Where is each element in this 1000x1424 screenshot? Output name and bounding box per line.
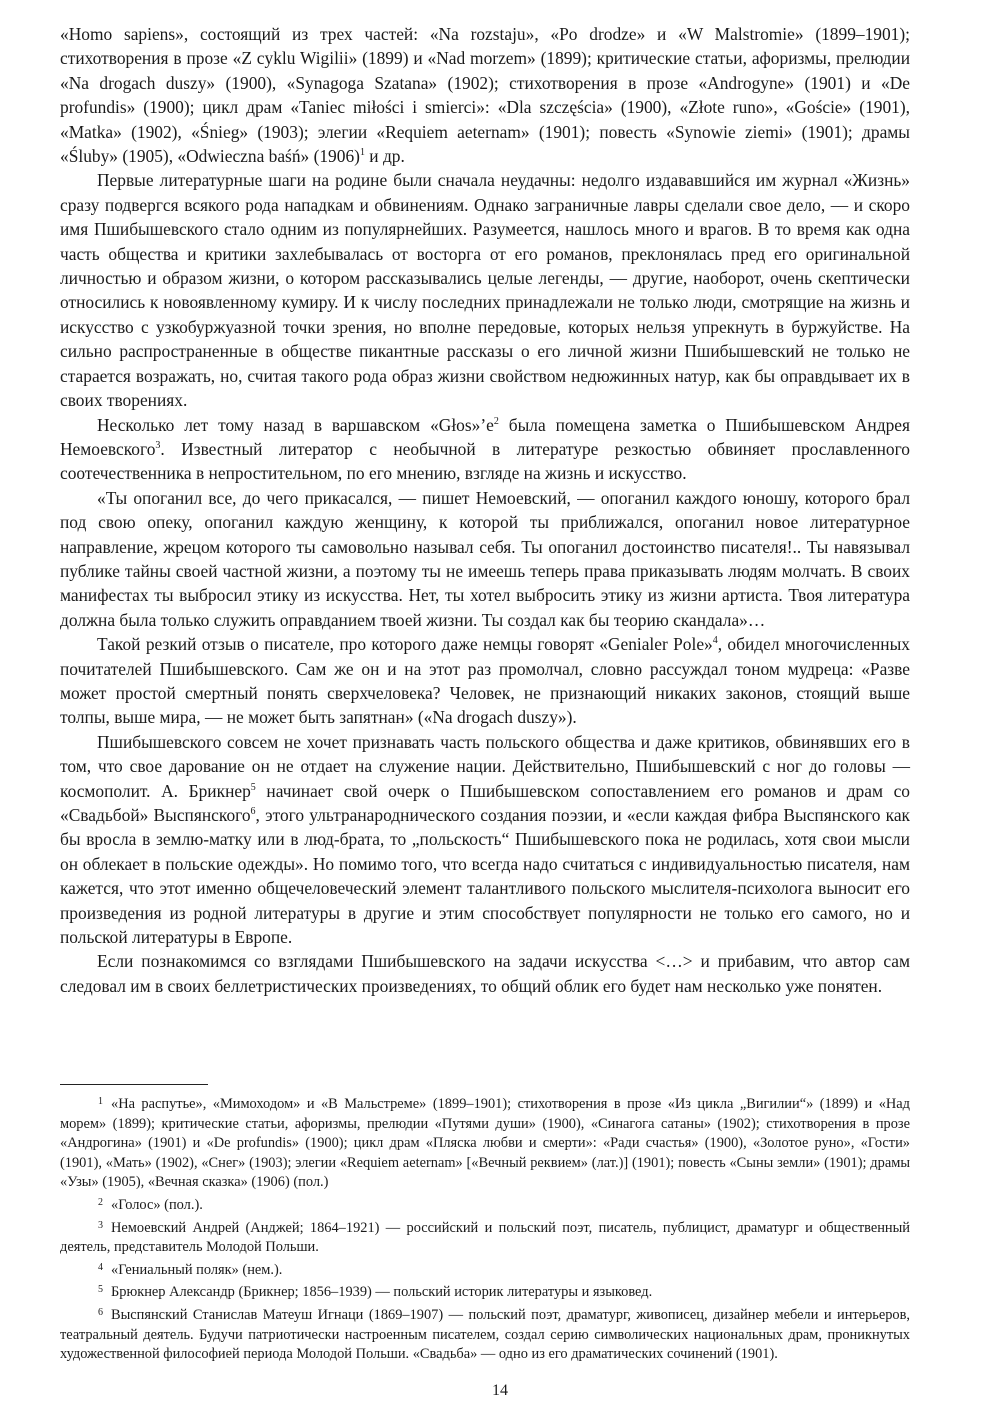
paragraph-7: Если познакомимся со взглядами Пшибышевского на задачи искусства <…> и прибавим, что автор сам следовал им в своих беллетристических произведениях, то общий облик его будет нам несколько уже понятен. — [60, 951, 910, 996]
page-number: 14 — [492, 1382, 508, 1399]
paragraph-2: Первые литературные шаги на родине были сначала неудачны: недолго издававшийся им журнал «Жизнь» сразу подвергся всякого рода нападкам и обвинениям. Однако заграничные лавры сделали свое дело, — и скоро имя Пшибышевского стало одним из популярнейших. Разумеется, нашлось много и врагов. В то время как одна часть общества и критики захлебывалась от восторга от его романов, преклонялась пред его оригинальной личностью и образом жизни, о котором рассказывались целые легенды, — другие, наоборот, очень скептически относились к новоявленному кумиру. И к числу последних принадлежали не только люди, смотрящие на жизнь и искусство с узкобуржуазной точки зрения, но вполне передовые, которых нельзя упрекнуть в буржуйстве. На сильно распространенные в обществе пикантные рассказы о его личной жизни Пшибышевский не только не старается возражать, но, считая такого рода образ жизни свойством недюжинных натур, как бы оправдывает их в своих творениях. — [60, 170, 910, 411]
footnote-ref[interactable]: 2 — [493, 415, 499, 427]
footnote-number: 6 — [98, 1306, 103, 1318]
footnote-ref[interactable]: 6 — [250, 806, 256, 817]
footnote-ref[interactable]: 4 — [712, 635, 718, 647]
paragraph-text: Несколько лет тому назад в варшавском «Głos»’е — [97, 414, 494, 435]
paragraph-3 — [60, 413, 910, 486]
footnote-number: 3 — [98, 1219, 103, 1231]
footnote-text: Немоевский Андрей (Анджей; 1864–1921) — российский и польский поэт, писатель, публицист, драматург и общественный деятель, представитель Молодой Польши. — [60, 1219, 910, 1256]
footnote-number: 1 — [98, 1096, 103, 1107]
footnote-number: 2 — [98, 1196, 103, 1208]
footnote-number: 4 — [98, 1261, 103, 1273]
footnotes — [60, 1084, 910, 1365]
paragraph-text: Пшибышевского совсем не хочет признавать часть польского общества и даже критиков, обвинявших его в том, что свое дарование он не отдает на служение нации. Действительно, Пшибышевский с ног до головы — космополит. А. Брикнер — [60, 731, 910, 801]
footnote-6 — [60, 1303, 910, 1365]
paragraph-text: Такой резкий отзыв о писателе, про которого даже немцы говорят «Genialer Pole» — [97, 634, 713, 655]
footnote-text: «Голос» (пол.). — [111, 1196, 203, 1213]
footnote-1 — [60, 1092, 910, 1193]
footnote-5 — [60, 1280, 910, 1303]
footnote-text: «На распутье», «Мимоходом» и «В Мальстреме» (1899–1901); стихотворения в прозе «Из цикла „Вигилии“» (1899) и «Над морем» (1899); критические статьи, афоризмы, прелюдии «Путями души» (1900), «Синагога сатаны» (1902); стихотворения в прозе «Андрогина» (1901) и «De profundis» (1900); цикл драм «Пляска любви и смерти»: «Ради счастья» (1900), «Золотое руно», «Гости» (1901), «Мать» (1902), «Снег» (1903); элегии «Requiem aeternam» [«Вечный реквием» (лат.)] (1901); повесть «Сыны земли» (1901); драмы «Узы» (1905), «Вечная сказка» (1906) (пол.) — [60, 1096, 910, 1191]
main-text — [60, 22, 910, 998]
paragraph-text: и др. — [364, 146, 405, 167]
footnote-text: Брюкнер Александр (Брикнер; 1856–1939) — польский историк литературы и языковед. — [111, 1284, 653, 1301]
footnote-4 — [60, 1258, 910, 1281]
footnote-3 — [60, 1216, 910, 1258]
paragraph-text: начинает свой очерк о Пшибышевском сопоставлением его романов и драм со «Свадьбой» Выспянского — [60, 780, 910, 825]
footnote-ref[interactable]: 3 — [155, 439, 161, 451]
footnote-ref[interactable]: 5 — [250, 781, 256, 793]
footnote-ref[interactable]: 1 — [359, 147, 365, 159]
paragraph-text: . Известный литератор с необычной в литературе резкостью обвиняет прославленного соотечественника в непростительном, по его мнению, взгляде на жизнь и искусство. — [60, 438, 910, 484]
paragraph-6 — [60, 730, 910, 950]
footnote-2 — [60, 1193, 910, 1216]
paragraph-text: , этого ультранароднического создания поэзии, и «если каждая фибра Выспянского как бы вросла в землю-матку или в люд-брата, то „польскость“ Пшибышевского пока не родилась, хотя свои мысли он облекает в польские одежды». Но помимо того, что всегда надо считаться с индивидуальностью писателя, нам кажется, что этот именно общечеловеческий элемент талантливого польского мыслителя-психолога выносит его произведения из родной литературы в другие и этим способствует популярности не только его самого, но и польской литературы в Европе. — [60, 805, 910, 948]
paragraph-1 — [60, 22, 910, 168]
paragraph-5 — [60, 632, 910, 730]
paragraph-text: «Homo sapiens», состоящий из трех частей: «Na rozstaju», «Po drodze» и «W Malstromie» (1899–1901); стихотворения в прозе «Z cyklu Wigilii» (1899) и «Nad morzem» (1899); критические статьи, афоризмы, прелюдии «Na drogach duszy» (1900), «Synagoga Szatana» (1902); стихотворения в прозе «Androgyne» (1901) и «De profundis» (1900); цикл драм «Taniec miłości i smierci»: «Dla szczęścia» (1900), «Złote runo», «Goście» (1901), «Matka» (1902), «Śnieg» (1903); элегии «Requiem aeternam» (1901); повесть «Synowie ziemi» (1901); драмы «Śluby» (1905), «Odwieczna baśń» (1906) — [60, 24, 910, 167]
paragraph-text: была помещена заметка о Пшибышевском Андрея Немоевского — [60, 414, 910, 459]
footnote-divider — [60, 1084, 208, 1085]
footnote-number: 5 — [98, 1284, 103, 1296]
footnote-text: Выспянский Станислав Матеуш Игнаци (1869–1907) — польский поэт, драматург, живописец, дизайнер мебели и интерьеров, театральный деятель. Будучи патриотически настроенным писателем, создал серию символических национальных драм, проникнутых художественной философией периода Молодой Польши. «Свадьба» — одно из его драматических сочинений (1901). — [60, 1306, 910, 1363]
paragraph-text: , обидел многочисленных почитателей Пшибышевского. Сам же он и на этот раз промолчал, словно рассуждал тоном мудреца: «Разве может простой смертный понять сверхчеловека? Человек, не признающий никаких законов, стоящий выше толпы, выше мира, — не может быть запятнан» («Na drogach duszy»). — [60, 634, 910, 728]
footnote-text: «Гениальный поляк» (нем.). — [111, 1261, 283, 1278]
paragraph-4: «Ты опоганил все, до чего прикасался, — пишет Немоевский, — опоганил каждого юношу, которого брал под свою опеку, опоганил каждую женщину, к которой ты приближался, опоганил новое литературное направление, жрецом которого ты самовольно называл себя. Ты опоганил достоинство писателя!.. Ты навязывал публике тайны своей частной жизни, а поэтому ты не имеешь теперь права приказывать людям молчать. В своих манифестах ты выбросил этику из искусства. Нет, ты хотел выбросить этику из жизни артиста. Твоя литература должна была только служить оправданием твоей жизни. Ты создал как бы теорию скандала»… — [60, 487, 910, 630]
